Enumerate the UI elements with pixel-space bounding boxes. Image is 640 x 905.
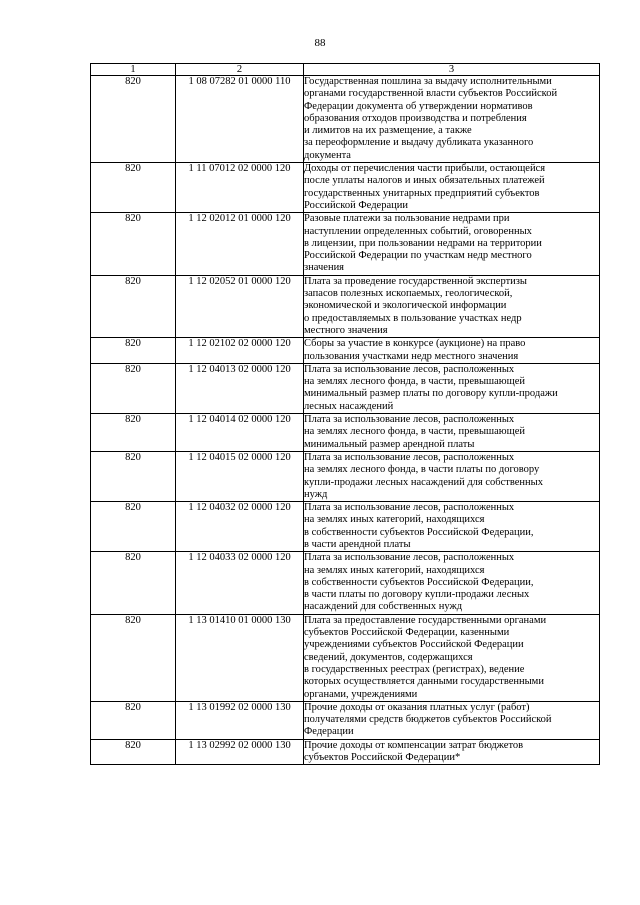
- revenue-name-cell: Плата за проведение государственной экспертизы запасов полезных ископаемых, геологической, экономической и экологической информации о предоставляемых в пользование участках недр местного значения: [304, 275, 600, 337]
- table-row: [91, 213, 600, 275]
- administrator-code-cell: 820: [91, 614, 176, 701]
- administrator-code-cell: 820: [91, 502, 176, 552]
- administrator-code-cell: 820: [91, 363, 176, 413]
- revenue-code-cell: 1 12 04015 02 0000 120: [176, 451, 304, 501]
- table-row: [91, 338, 600, 364]
- revenue-code-cell: 1 12 04013 02 0000 120: [176, 363, 304, 413]
- revenue-name-cell: Плата за использование лесов, расположенных на землях иных категорий, находящихся в собственности субъектов Российской Федерации, в части платы по договору купли-продажи лесных насаждений для собственных нужд: [304, 552, 600, 614]
- table-row: [91, 363, 600, 413]
- table-row: [91, 163, 600, 213]
- revenue-name-cell: Плата за использование лесов, расположенных на землях лесного фонда, в части, превышающей минимальный размер платы по договору купли-продажи лесных насаждений: [304, 363, 600, 413]
- revenue-name-cell: Прочие доходы от оказания платных услуг (работ) получателями средств бюджетов субъектов Российской Федерации: [304, 701, 600, 739]
- administrator-code-cell: 820: [91, 414, 176, 452]
- revenue-code-cell: 1 12 04033 02 0000 120: [176, 552, 304, 614]
- table-row: [91, 739, 600, 765]
- page-number: 88: [314, 37, 326, 49]
- column-header-3: 3: [304, 64, 600, 76]
- administrator-code-cell: 820: [91, 76, 176, 163]
- revenue-code-cell: 1 12 02052 01 0000 120: [176, 275, 304, 337]
- revenue-name-cell: Государственная пошлина за выдачу исполнительными органами государственной власти субъектов Российской Федерации документа об утверждении нормативов образования отходов производства и потребления и лимитов на их размещение, а также за переоформление и выдачу дубликата указанного документа: [304, 76, 600, 163]
- table-row: [91, 502, 600, 552]
- budget-classification-table: [90, 63, 600, 765]
- revenue-code-cell: 1 13 01410 01 0000 130: [176, 614, 304, 701]
- revenue-code-cell: 1 12 04014 02 0000 120: [176, 414, 304, 452]
- table-row: [91, 76, 600, 163]
- table-row: [91, 414, 600, 452]
- table-row: [91, 701, 600, 739]
- revenue-name-cell: Сборы за участие в конкурсе (аукционе) на право пользования участками недр местного значения: [304, 338, 600, 364]
- revenue-code-cell: 1 12 04032 02 0000 120: [176, 502, 304, 552]
- column-header-1: 1: [91, 64, 176, 76]
- revenue-code-cell: 1 12 02102 02 0000 120: [176, 338, 304, 364]
- column-header-2: 2: [176, 64, 304, 76]
- table-header-row: [91, 64, 600, 76]
- administrator-code-cell: 820: [91, 163, 176, 213]
- administrator-code-cell: 820: [91, 213, 176, 275]
- table-row: [91, 552, 600, 614]
- revenue-name-cell: Прочие доходы от компенсации затрат бюджетов субъектов Российской Федерации*: [304, 739, 600, 765]
- administrator-code-cell: 820: [91, 739, 176, 765]
- table-row: [91, 614, 600, 701]
- revenue-name-cell: Плата за предоставление государственными органами субъектов Российской Федерации, казенными учреждениями субъектов Российской Федерации сведений, документов, содержащихся в государственных реестрах (регистрах), ведение которых осуществляется данными государственными органами, учреждениями: [304, 614, 600, 701]
- administrator-code-cell: 820: [91, 338, 176, 364]
- administrator-code-cell: 820: [91, 275, 176, 337]
- administrator-code-cell: 820: [91, 451, 176, 501]
- table-row: [91, 275, 600, 337]
- revenue-name-cell: Плата за использование лесов, расположенных на землях лесного фонда, в части, превышающей минимальный размер арендной платы: [304, 414, 600, 452]
- revenue-name-cell: Доходы от перечисления части прибыли, остающейся после уплаты налогов и иных обязательных платежей государственных унитарных предприятий субъектов Российской Федерации: [304, 163, 600, 213]
- table-row: [91, 451, 600, 501]
- revenue-code-cell: 1 08 07282 01 0000 110: [176, 76, 304, 163]
- revenue-code-cell: 1 12 02012 01 0000 120: [176, 213, 304, 275]
- administrator-code-cell: 820: [91, 701, 176, 739]
- revenue-name-cell: Плата за использование лесов, расположенных на землях лесного фонда, в части платы по договору купли-продажи лесных насаждений для собственных нужд: [304, 451, 600, 501]
- revenue-name-cell: Плата за использование лесов, расположенных на землях иных категорий, находящихся в собственности субъектов Российской Федерации, в части арендной платы: [304, 502, 600, 552]
- revenue-code-cell: 1 13 02992 02 0000 130: [176, 739, 304, 765]
- revenue-name-cell: Разовые платежи за пользование недрами при наступлении определенных событий, оговоренных в лицензии, при пользовании недрами на территории Российской Федерации по участкам недр местного значения: [304, 213, 600, 275]
- administrator-code-cell: 820: [91, 552, 176, 614]
- revenue-code-cell: 1 11 07012 02 0000 120: [176, 163, 304, 213]
- revenue-code-cell: 1 13 01992 02 0000 130: [176, 701, 304, 739]
